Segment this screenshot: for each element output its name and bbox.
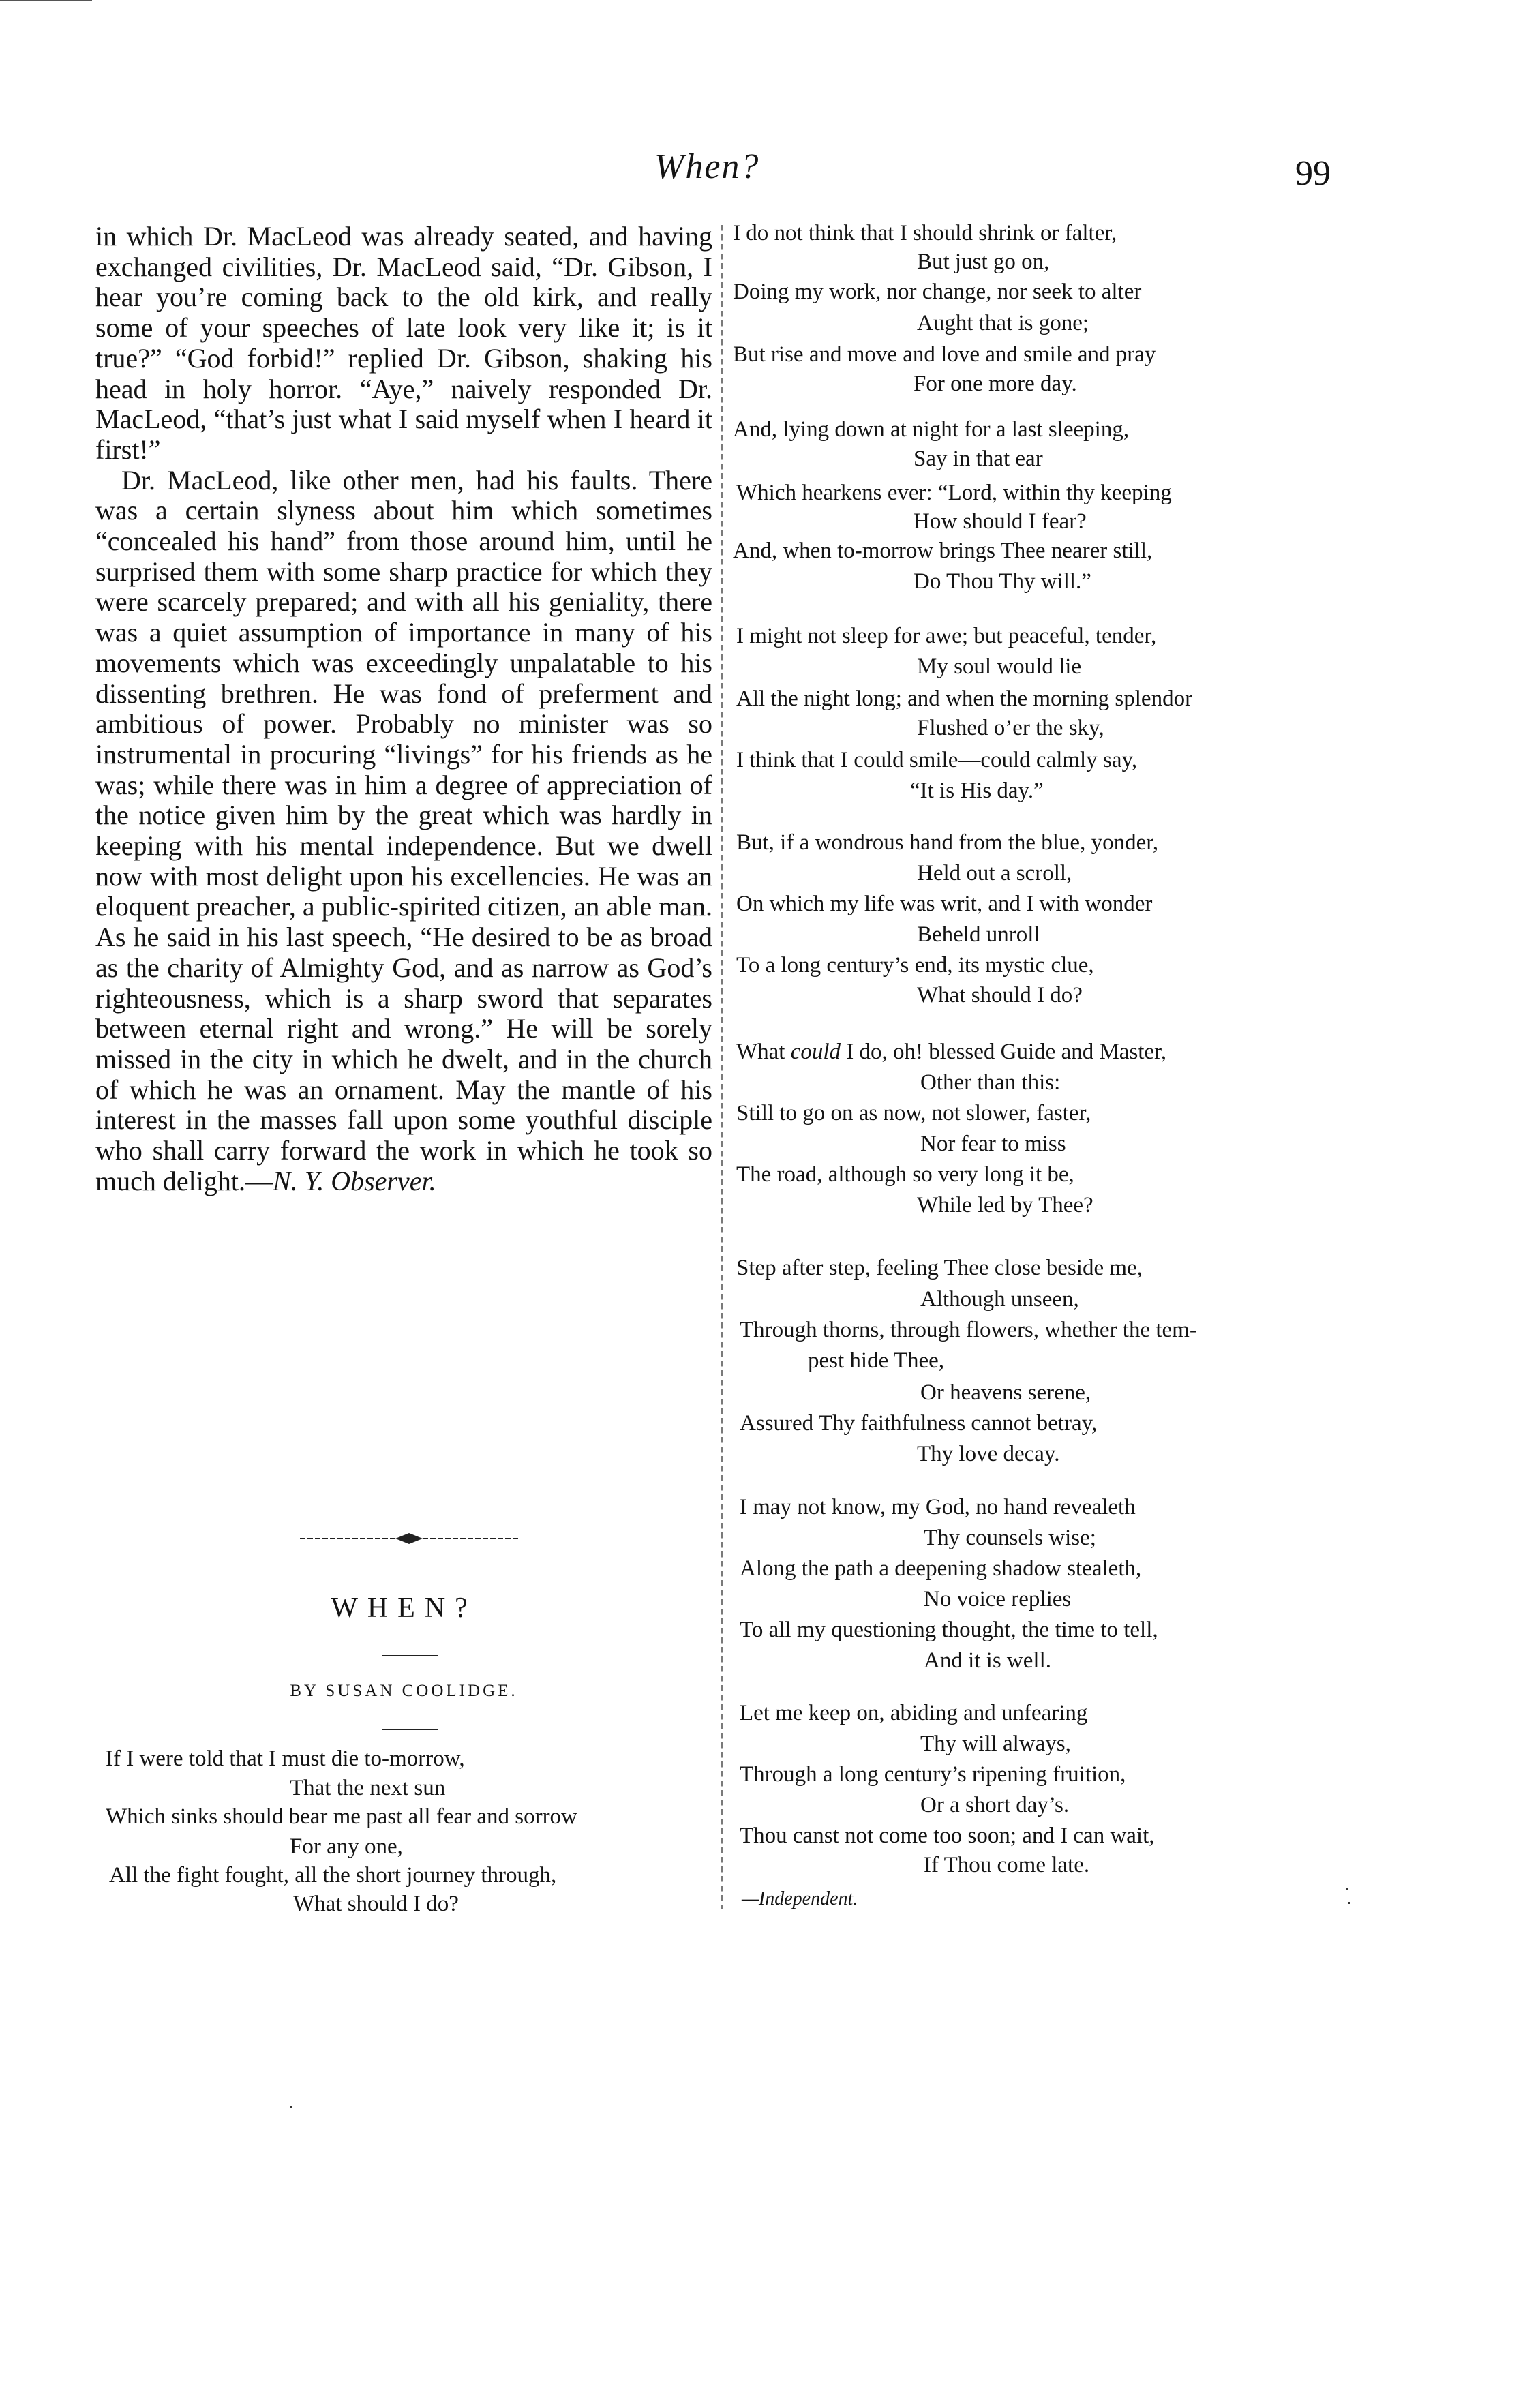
verse-line: I think that I could smile—could calmly say, — [736, 748, 1138, 772]
verse-line: Do Thou Thy will.” — [914, 569, 1091, 594]
verse-emphasis: could — [790, 1040, 841, 1064]
verse-line: My soul would lie — [917, 654, 1082, 679]
verse-line: Other than this: — [920, 1070, 1061, 1095]
top-edge-rule — [0, 0, 92, 1]
article-column — [95, 222, 712, 1197]
verse-line: But, if a wondrous hand from the blue, yonder, — [736, 830, 1159, 855]
verse-line: I do not think that I should shrink or falter, — [733, 221, 1117, 245]
verse-line: For one more day. — [914, 372, 1077, 396]
page-number: 99 — [1295, 154, 1331, 193]
verse-line: Which sinks should bear me past all fear and sorrow — [106, 1804, 577, 1829]
verse-line: I may not know, my God, no hand revealeth — [740, 1495, 1136, 1519]
verse-line: How should I fear? — [914, 509, 1087, 534]
byline-rule — [382, 1729, 438, 1730]
verse-line: Through thorns, through flowers, whether the tem- — [740, 1318, 1197, 1342]
verse-line: What should I do? — [293, 1892, 459, 1916]
verse-line: No voice replies — [924, 1587, 1072, 1611]
print-speck — [1346, 1888, 1348, 1890]
article-source: N. Y. Observer. — [272, 1165, 436, 1196]
verse-line: Which hearkens ever: “Lord, within thy keeping — [736, 481, 1172, 505]
verse-line: Nor fear to miss — [920, 1132, 1066, 1156]
column-divider — [721, 225, 723, 1909]
verse-line: While led by Thee? — [917, 1193, 1093, 1217]
poem-byline: BY SUSAN COOLIDGE. — [290, 1682, 518, 1700]
running-title: When? — [654, 147, 760, 186]
verse-line: All the fight fought, all the short journey through, — [109, 1863, 557, 1888]
verse-word: I do, oh! blessed Guide and Master, — [846, 1040, 1167, 1064]
verse-line: Although unseen, — [920, 1287, 1079, 1312]
verse-line: If Thou come late. — [924, 1853, 1090, 1877]
article-paragraph-2 — [95, 466, 712, 1197]
verse-line: pest hide Thee, — [808, 1348, 945, 1373]
title-rule — [382, 1655, 438, 1656]
verse-line: Held out a scroll, — [917, 861, 1072, 885]
verse-line: To a long century’s end, its mystic clue, — [736, 953, 1094, 978]
verse-line: All the night long; and when the morning splendor — [736, 686, 1193, 711]
verse-line: But just go on, — [917, 249, 1050, 274]
verse-line: To all my questioning thought, the time to tell, — [740, 1618, 1158, 1642]
verse-line: Thy will always, — [920, 1731, 1071, 1756]
verse-line: For any one, — [290, 1834, 403, 1859]
verse-line: And it is well. — [924, 1648, 1051, 1673]
verse-line: Or a short day’s. — [920, 1793, 1070, 1817]
verse-line: Beheld unroll — [917, 922, 1040, 947]
verse-line: I might not sleep for awe; but peaceful, tender, — [736, 624, 1157, 648]
section-ornament-divider — [300, 1530, 518, 1547]
print-speck — [290, 2106, 292, 2108]
verse-line: Thou canst not come too soon; and I can wait, — [740, 1823, 1155, 1848]
verse-line: Along the path a deepening shadow stealeth, — [740, 1556, 1142, 1581]
verse-line: Flushed o’er the sky, — [917, 716, 1104, 740]
article-paragraph-1: in which Dr. MacLeod was already seated, and having exchanged civilities, Dr. MacLeod said, “Dr. Gibson, I hear you’re coming back to the old kirk, and really some of your speeches of late look very like it; is it true?” “God forbid!” replied Dr. Gibson, shaking his head in holy horror. “Aye,” naively responded Dr. MacLeod, “that’s just what I said myself when I heard it first!” — [95, 221, 712, 465]
verse-line: Step after step, feeling Thee close beside me, — [736, 1256, 1143, 1280]
poem-attribution: —Independent. — [742, 1888, 858, 1909]
verse-line: Assured Thy faithfulness cannot betray, — [740, 1411, 1098, 1436]
verse-line: “It is His day.” — [910, 778, 1044, 803]
print-speck — [1348, 1902, 1350, 1904]
verse-line: And, lying down at night for a last sleeping, — [733, 417, 1130, 442]
verse-line: That the next sun — [290, 1776, 446, 1800]
article-paragraph-2-text: Dr. MacLeod, like other men, had his faults. There was a certain slyness about him which sometimes “concealed his hand” from those around him, until he surprised them with some sharp practice for which they were scarcely prepared; and with all his geniality, there was a quiet assumption of importance in many of his movements which was exceedingly unpalatable to his dissenting brethren. He was fond of preferment and ambitious of power. Probably no minister was so instrumental in procuring “livings” for his friends as he was; while there was in him a degree of appreciation of the notice given him by the great which was hardly in keeping with his mental independence. But we dwell now with most delight upon his excellencies. He was an eloquent preacher, a public-spirited citizen, an able man. As he said in his last speech, “He desired to be as broad as the charity of Almighty God, and as narrow as God’s righteousness, which is a sharp sword that separates between eternal right and wrong.” He will be sorely missed in the city in which he dwelt, and in the church of which he was an ornament. May the mantle of his interest in the masses fall upon some youthful disciple who shall carry forward the work in which he took so much delight.— — [95, 464, 712, 1196]
verse-line: What should I do? — [917, 983, 1083, 1008]
verse-line: Thy love decay. — [917, 1442, 1060, 1466]
verse-line: Doing my work, nor change, nor seek to alter — [733, 279, 1142, 304]
verse-line — [736, 1040, 1166, 1065]
verse-line: But rise and move and love and smile and pray — [733, 342, 1156, 367]
verse-line: Aught that is gone; — [917, 311, 1089, 335]
poem-title: WHEN? — [331, 1592, 477, 1624]
verse-word: What — [736, 1040, 785, 1064]
verse-line: Still to go on as now, not slower, faster, — [736, 1101, 1091, 1125]
verse-line: Let me keep on, abiding and unfearing — [740, 1701, 1088, 1725]
verse-line: Through a long century’s ripening fruition, — [740, 1762, 1126, 1787]
verse-line: On which my life was writ, and I with wonder — [736, 892, 1153, 916]
verse-line: The road, although so very long it be, — [736, 1162, 1074, 1187]
verse-line: Say in that ear — [914, 446, 1043, 471]
verse-line: Thy counsels wise; — [924, 1526, 1096, 1550]
verse-line: If I were told that I must die to-morrow, — [106, 1746, 465, 1771]
verse-line: Or heavens serene, — [920, 1380, 1091, 1405]
verse-line: And, when to-morrow brings Thee nearer still, — [733, 539, 1153, 563]
